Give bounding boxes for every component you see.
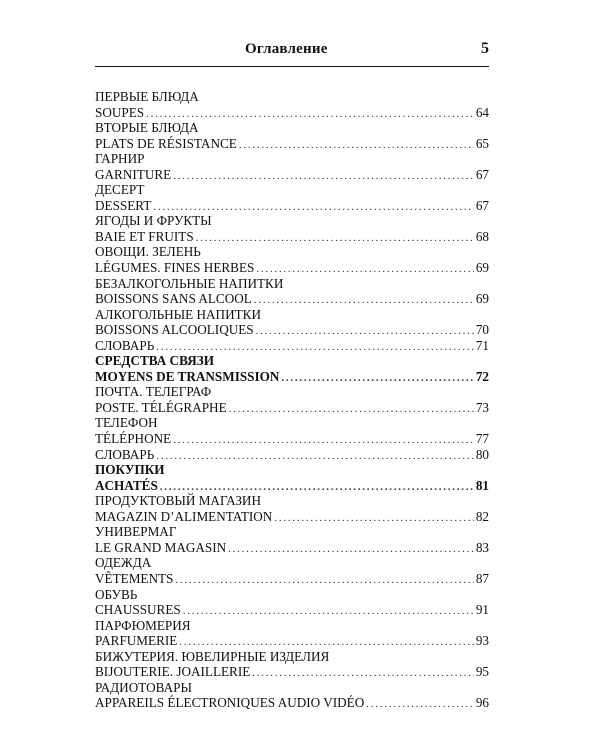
toc-entry [95, 322, 489, 338]
toc-entry [95, 633, 489, 649]
toc-entry-page: 91 [475, 602, 489, 618]
toc-entry-text: POSTE. TÉLÉGRAPHE [95, 399, 227, 415]
dot-leader [281, 369, 473, 387]
toc-entry-text: APPAREILS ÉLECTRONIQUES AUDIO VIDÉO [95, 695, 365, 711]
toc-entry-text: ВТОРЫЕ БЛЮДА [95, 120, 199, 136]
toc-entry-text: BAIE ET FRUITS [95, 228, 194, 244]
dot-leader [366, 695, 474, 713]
toc-heading [95, 244, 489, 260]
toc-entry-text: ПЕРВЫЕ БЛЮДА [95, 89, 199, 104]
toc-entry-page: 71 [475, 337, 489, 353]
table-of-contents [95, 89, 489, 711]
toc-entry-text: ГАРНИР [95, 151, 145, 167]
toc-entry-text: MOYENS DE TRANSMISSION [95, 368, 280, 384]
page-number: 5 [481, 40, 489, 57]
toc-entry [95, 478, 489, 494]
toc-heading [95, 353, 489, 369]
toc-entry [95, 447, 489, 463]
dot-leader [196, 229, 474, 247]
toc-entry [95, 431, 489, 447]
toc-heading [95, 151, 489, 167]
toc-heading [95, 555, 489, 571]
toc-entry-text: MAGAZIN D’ALIMENTATION [95, 508, 273, 524]
toc-entry-text: LÉGUMES. FINES HERBES [95, 260, 255, 276]
toc-heading [95, 415, 489, 431]
toc-entry-text: GARNITURE [95, 166, 172, 182]
toc-heading [95, 307, 489, 323]
toc-entry-page: 64 [475, 104, 489, 120]
toc-entry-page: 87 [475, 570, 489, 586]
toc-entry-text: АЛКОГОЛЬНЫЕ НАПИТКИ [95, 306, 261, 322]
toc-entry [95, 369, 489, 385]
toc-entry [95, 540, 489, 556]
toc-heading [95, 384, 489, 400]
dot-leader [252, 664, 474, 682]
toc-entry-text: ОДЕЖДА [95, 555, 152, 571]
toc-entry-text: CHAUSSURES [95, 602, 181, 618]
toc-entry-text: ТЕЛЕФОН [95, 415, 158, 431]
toc-entry-page: 68 [475, 228, 489, 244]
toc-entry-text: ACHATÉS [95, 477, 158, 493]
dot-leader [156, 447, 473, 465]
toc-entry-text: ПОЧТА. ТЕЛЕГРАФ [95, 384, 212, 400]
toc-entry-text: РАДИОТОВАРЫ [95, 679, 192, 695]
toc-entry [95, 260, 489, 276]
toc-entry-text: BOISSONS ALCOOLIQUES [95, 322, 254, 338]
toc-entry-page: 82 [475, 508, 489, 524]
toc-entry-page: 80 [475, 446, 489, 462]
toc-entry [95, 338, 489, 354]
toc-entry-page: 72 [475, 368, 489, 384]
dot-leader [228, 540, 474, 558]
toc-entry-page: 95 [475, 664, 489, 680]
toc-entry-text: BIJOUTERIE. JOAILLERIE [95, 664, 251, 680]
toc-heading [95, 680, 489, 696]
toc-entry [95, 167, 489, 183]
toc-entry-text: PLATS DE RÉSISTANCE [95, 135, 237, 151]
toc-heading [95, 493, 489, 509]
toc-entry-page: 93 [475, 633, 489, 649]
toc-entry-page: 77 [475, 431, 489, 447]
toc-entry-text: ДЕСЕРТ [95, 182, 145, 198]
toc-heading [95, 182, 489, 198]
toc-heading [95, 89, 489, 105]
toc-entry-text: ПОКУПКИ [95, 462, 165, 478]
toc-heading [95, 649, 489, 665]
toc-entry [95, 571, 489, 587]
toc-entry-text: DESSERT [95, 197, 152, 213]
dot-leader [239, 136, 474, 154]
toc-entry-text: УНИВЕРМАГ [95, 524, 177, 540]
toc-entry-text: PARFUMERIE [95, 633, 178, 649]
toc-entry [95, 291, 489, 307]
toc-entry-page: 65 [475, 135, 489, 151]
toc-entry-page: 73 [475, 399, 489, 415]
toc-entry-text: ОБУВЬ [95, 586, 138, 602]
dot-leader [256, 260, 473, 278]
toc-entry [95, 509, 489, 525]
toc-entry [95, 105, 489, 121]
toc-entry-page: 70 [475, 322, 489, 338]
toc-entry-text: СЛОВАРЬ [95, 446, 155, 462]
toc-entry-text: BOISSONS SANS ALCOOL [95, 291, 252, 307]
toc-entry-text: ПРОДУКТОВЫЙ МАГАЗИН [95, 493, 261, 509]
toc-entry [95, 400, 489, 416]
dot-leader [183, 602, 474, 620]
toc-entry-text: БИЖУТЕРИЯ. ЮВЕЛИРНЫЕ ИЗДЕЛИЯ [95, 648, 330, 664]
toc-entry [95, 198, 489, 214]
dot-leader [254, 291, 474, 309]
toc-entry [95, 695, 489, 711]
toc-heading [95, 618, 489, 634]
toc-entry-text: ПАРФЮМЕРИЯ [95, 617, 191, 633]
toc-entry [95, 664, 489, 680]
dot-leader [173, 167, 474, 185]
toc-entry-page: 83 [475, 539, 489, 555]
page-title: Оглавление [245, 41, 328, 57]
toc-entry-text: ЯГОДЫ И ФРУКТЫ [95, 213, 212, 229]
toc-entry-text: SOUPES [95, 104, 145, 120]
toc-entry-text: TÉLÉPHONE [95, 431, 172, 447]
toc-heading [95, 524, 489, 540]
toc-heading [95, 213, 489, 229]
toc-entry-text: ОВОЩИ. ЗЕЛЕНЬ [95, 244, 201, 260]
toc-heading [95, 276, 489, 292]
toc-entry-text: БЕЗАЛКОГОЛЬНЫЕ НАПИТКИ [95, 275, 284, 291]
toc-entry-page: 96 [475, 695, 489, 711]
toc-entry [95, 229, 489, 245]
toc-entry [95, 602, 489, 618]
toc-entry-page: 69 [475, 291, 489, 307]
dot-leader [274, 509, 474, 527]
toc-entry-page: 67 [475, 166, 489, 182]
toc-entry-text: VÊTEMENTS [95, 570, 174, 586]
toc-entry-page: 81 [475, 477, 489, 493]
toc-entry [95, 136, 489, 152]
toc-entry-text: СЛОВАРЬ [95, 337, 155, 353]
toc-heading [95, 587, 489, 603]
dot-leader [175, 571, 473, 589]
page-header [95, 40, 489, 67]
toc-heading [95, 462, 489, 478]
toc-entry-page: 69 [475, 260, 489, 276]
dot-leader [229, 400, 474, 418]
toc-entry-text: LE GRAND MAGASIN [95, 539, 227, 555]
toc-entry-text: СРЕДСТВА СВЯЗИ [95, 353, 214, 369]
toc-entry-page: 67 [475, 197, 489, 213]
toc-heading [95, 120, 489, 136]
